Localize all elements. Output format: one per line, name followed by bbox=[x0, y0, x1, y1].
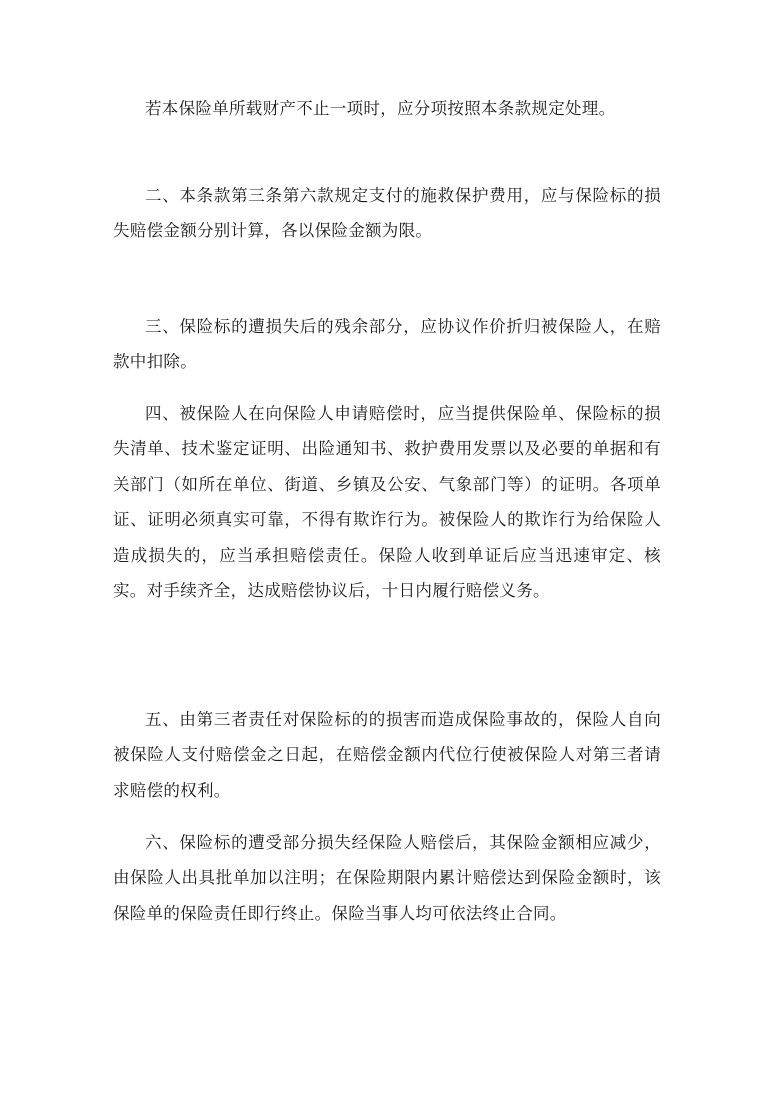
paragraph-clause-3-salvage: 三、保险标的遭损失后的残余部分，应协议作价折归被保险人，在赔款中扣除。 bbox=[113, 317, 661, 372]
paragraph-clause-4-claim-documents: 四、被保险人在向保险人申请赔偿时，应当提供保险单、保险标的损失清单、技术鉴定证明、出险通知书、救护费用发票以及必要的单据和有关部门（如所在单位、街道、乡镇及公安、气象部门等）的证明。各项单证、证明必须真实可靠，不得有欺诈行为。被保险人的欺诈行为给保险人造成损失的，应当承担赔偿责任。保险人收到单证后应当迅速审定、核实。对手续齐全，达成赔偿协议后，十日内履行赔偿义务。 bbox=[113, 404, 661, 601]
paragraph-clause-5-subrogation: 五、由第三者责任对保险标的的损害而造成保险事故的，保险人自向被保险人支付赔偿金之日起，在赔偿金额内代位行使被保险人对第三者请求赔偿的权利。 bbox=[113, 710, 661, 800]
paragraph-clause-2-rescue-costs: 二、本条款第三条第六款规定支付的施救保护费用，应与保险标的损失赔偿金额分别计算，各以保险金额为限。 bbox=[113, 186, 661, 241]
paragraph-itemized-property: 若本保险单所载财产不止一项时，应分项按照本条款规定处理。 bbox=[145, 99, 616, 118]
paragraph-clause-6-reduced-sum-insured: 六、保险标的遭受部分损失经保险人赔偿后，其保险金额相应减少，由保险人出具批单加以注明；在保险期限内累计赔偿达到保险金额时，该保险单的保险责任即行终止。保险当事人均可依法终止合同。 bbox=[113, 833, 661, 923]
